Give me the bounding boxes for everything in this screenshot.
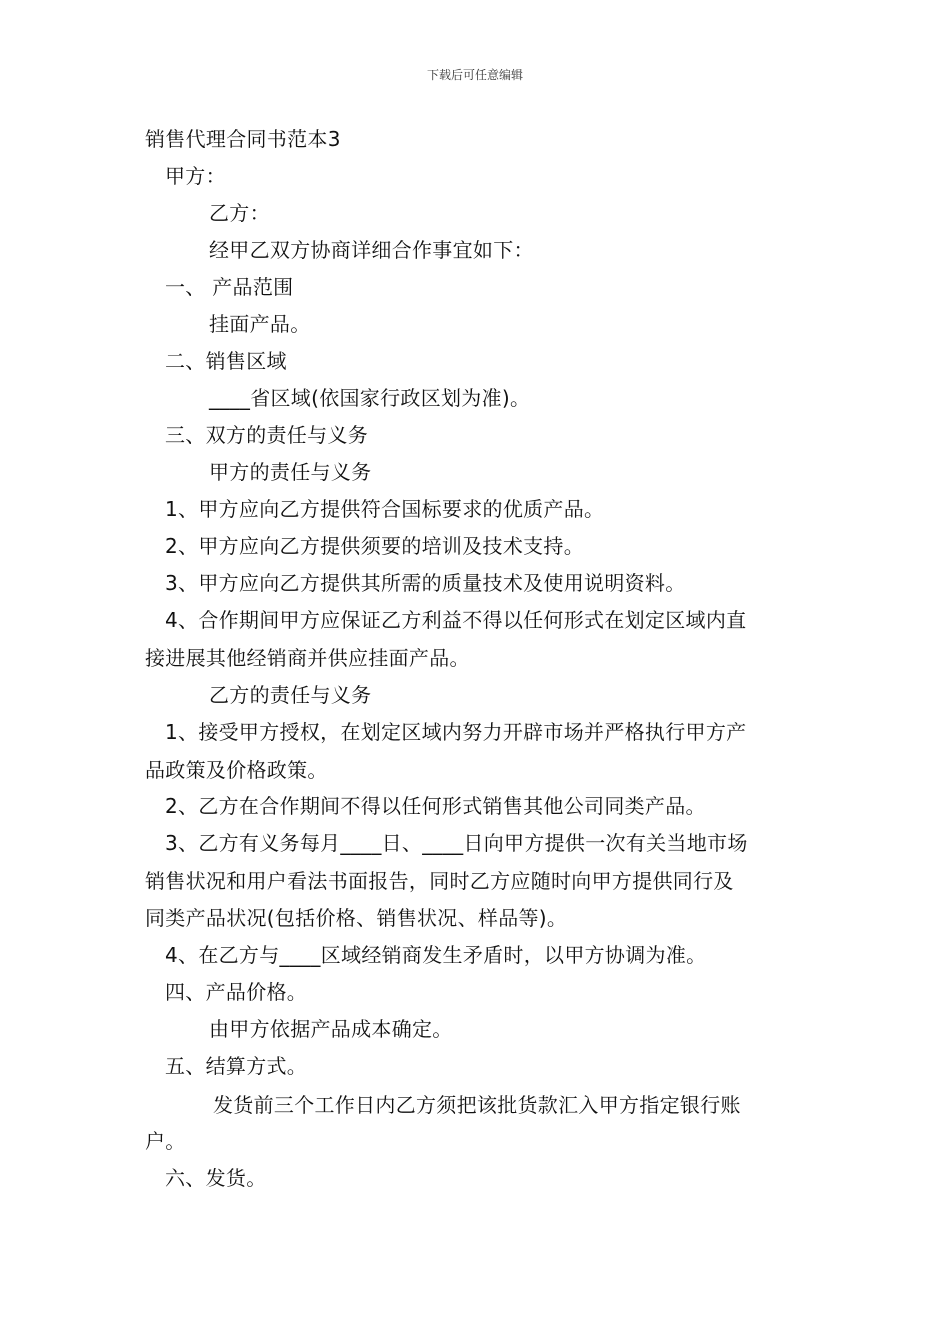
- subsection-heading: 乙方的责任与义务: [209, 683, 372, 707]
- party-a-label: 甲方：: [165, 164, 226, 188]
- paragraph-line: 由甲方依据产品成本确定。: [209, 1017, 453, 1041]
- section-heading: 三、双方的责任与义务: [165, 423, 368, 447]
- section-heading: 二、销售区域: [165, 349, 287, 373]
- list-item-continuation: 接进展其他经销商并供应挂面产品。: [145, 646, 470, 670]
- intro-paragraph: 经甲乙双方协商详细合作事宜如下：: [209, 238, 534, 262]
- paragraph-continuation: 户。: [145, 1129, 186, 1153]
- section-heading: 四、产品价格。: [165, 980, 308, 1004]
- section-heading: 一、 产品范围: [165, 275, 294, 299]
- list-item-continuation: 品政策及价格政策。: [145, 758, 328, 782]
- list-item-continuation: 同类产品状况(包括价格、销售状况、样品等)。: [145, 906, 568, 930]
- list-item: 3、乙方有义务每月____日、____日向甲方提供一次有关当地市场: [165, 831, 748, 855]
- document-title: 销售代理合同书范本3: [145, 127, 341, 151]
- list-item: 4、在乙方与____区域经销商发生矛盾时，以甲方协调为准。: [165, 943, 707, 967]
- list-item-continuation: 销售状况和用户看法书面报告，同时乙方应随时向甲方提供同行及: [145, 869, 734, 893]
- list-item: 1、甲方应向乙方提供符合国标要求的优质产品。: [165, 497, 605, 521]
- list-item: 1、接受甲方授权，在划定区域内努力开辟市场并严格执行甲方产: [165, 720, 747, 744]
- list-item: 3、甲方应向乙方提供其所需的质量技术及使用说明资料。: [165, 571, 686, 595]
- section-heading: 五、结算方式。: [165, 1054, 308, 1078]
- party-b-label: 乙方：: [209, 201, 270, 225]
- list-item: 2、乙方在合作期间不得以任何形式销售其他公司同类产品。: [165, 794, 706, 818]
- paragraph-line: 挂面产品。: [209, 312, 311, 336]
- paragraph-line: 发货前三个工作日内乙方须把该批货款汇入甲方指定银行账: [213, 1093, 741, 1117]
- page-header: 下载后可任意编辑: [426, 68, 523, 82]
- section-heading: 六、发货。: [165, 1166, 267, 1190]
- subsection-heading: 甲方的责任与义务: [209, 460, 372, 484]
- list-item: 2、甲方应向乙方提供须要的培训及技术支持。: [165, 534, 585, 558]
- paragraph-line: ____省区域(依国家行政区划为准)。: [209, 386, 531, 410]
- list-item: 4、合作期间甲方应保证乙方利益不得以任何形式在划定区域内直: [165, 608, 747, 632]
